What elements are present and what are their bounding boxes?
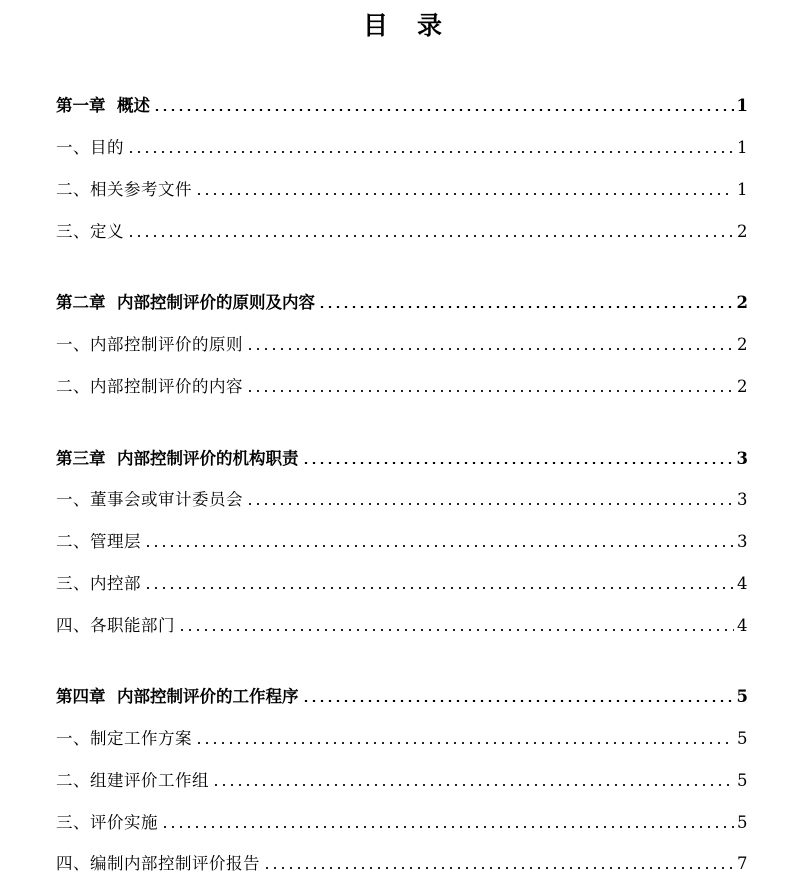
dot-leader (263, 867, 734, 869)
dot-leader (318, 306, 734, 308)
toc-entry-label: 第二章 内部控制评价的原则及内容 (56, 293, 315, 312)
toc-entry-chapter-3[interactable] (56, 446, 748, 470)
toc-entry-section[interactable] (56, 571, 748, 595)
toc-entry-chapter-4[interactable] (56, 684, 748, 708)
toc-entry-section[interactable] (56, 332, 748, 356)
toc-entry-section[interactable] (56, 177, 748, 201)
dot-leader (212, 784, 734, 786)
toc-entry-page: 2 (737, 377, 748, 396)
dot-leader (302, 462, 734, 464)
toc-entry-page: 5 (737, 729, 748, 748)
toc-entry-chapter-2[interactable] (56, 290, 748, 314)
toc-entry-section[interactable] (56, 374, 748, 398)
toc-entry-label: 第三章 内部控制评价的机构职责 (56, 449, 299, 468)
toc-entry-label: 一、制定工作方案 (56, 729, 192, 748)
dot-leader (144, 545, 734, 547)
toc-entry-page: 2 (737, 222, 748, 241)
toc-entry-label: 一、目的 (56, 138, 124, 157)
toc-title: 目 录 (362, 11, 444, 40)
toc-entry-label: 一、内部控制评价的原则 (56, 335, 243, 354)
toc-entry-page: 1 (736, 96, 748, 115)
toc-entry-chapter-1[interactable] (56, 93, 748, 117)
dot-leader (195, 193, 734, 195)
toc-entry-label: 二、相关参考文件 (56, 180, 192, 199)
toc-entry-label: 第一章 概述 (56, 96, 150, 115)
toc-entry-page: 2 (736, 293, 748, 312)
toc-entry-page: 2 (737, 335, 748, 354)
toc-entry-label: 四、编制内部控制评价报告 (56, 854, 260, 873)
dot-leader (127, 235, 734, 237)
toc-entry-page: 5 (736, 687, 748, 706)
toc-entry-section[interactable] (56, 135, 748, 159)
toc-entry-page: 1 (737, 180, 748, 199)
toc-entry-label: 二、组建评价工作组 (56, 771, 209, 790)
toc-entry-label: 二、管理层 (56, 532, 141, 551)
dot-leader (195, 742, 734, 744)
toc-entry-page: 3 (736, 449, 748, 468)
dot-leader (246, 390, 734, 392)
toc-entry-page: 3 (737, 490, 748, 509)
dot-leader (144, 587, 734, 589)
toc-entry-section[interactable] (56, 613, 748, 637)
toc-entry-page: 5 (737, 771, 748, 790)
toc-entry-section[interactable] (56, 529, 748, 553)
toc-entry-page: 5 (737, 813, 748, 832)
toc-entry-label: 四、各职能部门 (56, 616, 175, 635)
toc-entry-section[interactable] (56, 726, 748, 750)
dot-leader (153, 109, 734, 111)
toc-entry-page: 4 (737, 616, 748, 635)
toc-entry-label: 三、评价实施 (56, 813, 158, 832)
dot-leader (302, 700, 734, 702)
toc-entry-section[interactable] (56, 851, 748, 875)
toc-entry-label: 三、内控部 (56, 574, 141, 593)
dot-leader (127, 151, 734, 153)
toc-entry-section[interactable] (56, 219, 748, 243)
dot-leader (161, 826, 734, 828)
toc-entry-section[interactable] (56, 487, 748, 511)
toc-entry-label: 第四章 内部控制评价的工作程序 (56, 687, 299, 706)
toc-entry-section[interactable] (56, 768, 748, 792)
toc-entry-page: 4 (737, 574, 748, 593)
dot-leader (178, 629, 734, 631)
toc-entry-label: 一、董事会或审计委员会 (56, 490, 243, 509)
dot-leader (246, 503, 734, 505)
dot-leader (246, 348, 734, 350)
toc-entry-page: 1 (737, 138, 748, 157)
toc-entry-page: 7 (737, 854, 748, 873)
toc-entry-label: 二、内部控制评价的内容 (56, 377, 243, 396)
toc-entry-page: 3 (737, 532, 748, 551)
toc-entry-label: 三、定义 (56, 222, 124, 241)
toc-entry-section[interactable] (56, 810, 748, 834)
